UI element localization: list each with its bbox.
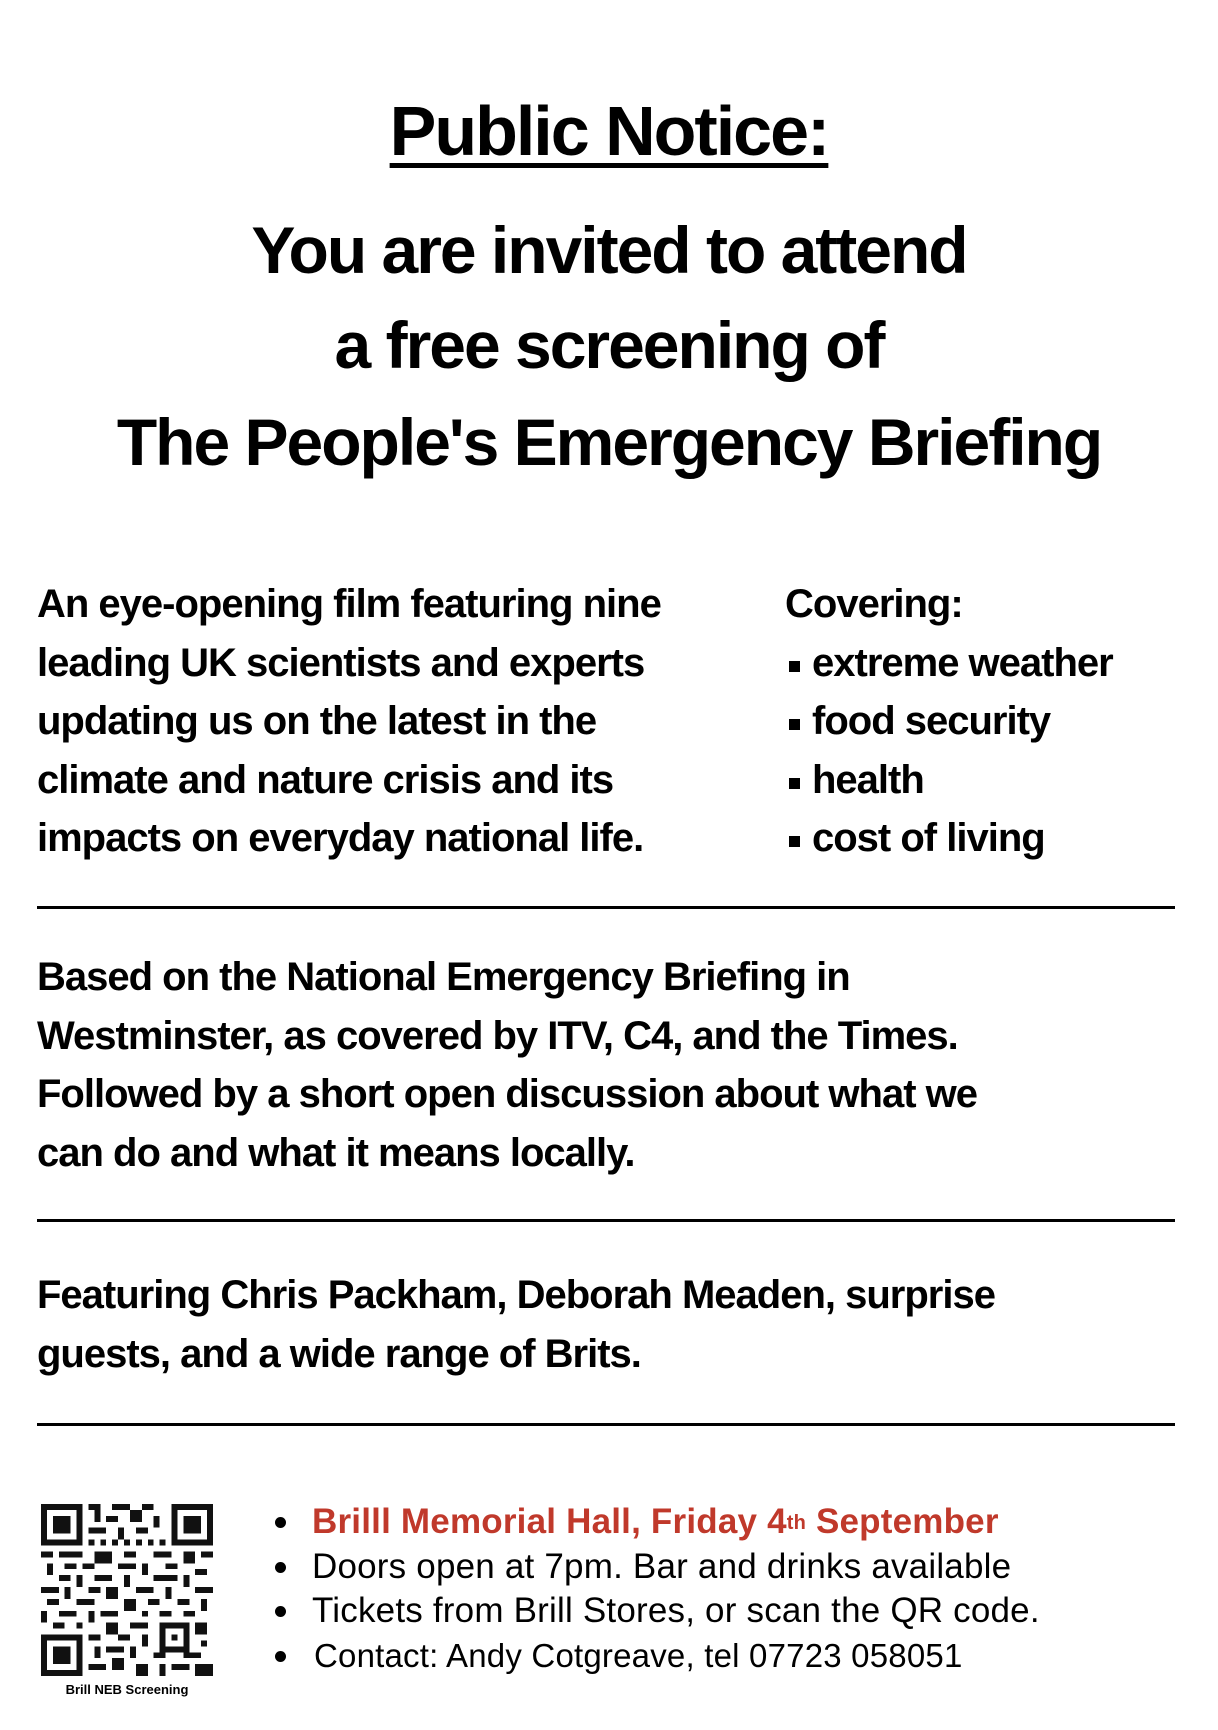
- invite-line-1: You are invited to attend: [251, 213, 967, 287]
- covering-item: cost of living: [785, 809, 1195, 868]
- covering-item: extreme weather: [785, 634, 1195, 693]
- background-paragraph: [37, 948, 1187, 1182]
- divider: [37, 1423, 1175, 1426]
- covering-label: Covering:: [785, 582, 963, 626]
- event-details-list: [270, 1500, 1190, 1678]
- invite-line-2: a free screening of: [334, 308, 884, 382]
- description-line: climate and nature crisis and its: [37, 757, 614, 802]
- tickets-item: Tickets from Brill Stores, or scan the QR code.: [270, 1589, 1190, 1634]
- description-line: An eye-opening film featuring nine: [37, 582, 661, 626]
- featuring-paragraph: [37, 1266, 1187, 1383]
- covering-item: food security: [785, 692, 1195, 751]
- paragraph-line: Based on the National Emergency Briefing in: [37, 955, 850, 999]
- film-description: [37, 575, 777, 868]
- divider: [37, 1219, 1175, 1222]
- description-line: leading UK scientists and experts: [37, 640, 645, 685]
- description-line: impacts on everyday national life.: [37, 816, 644, 860]
- venue-date-item: [270, 1500, 1190, 1545]
- film-title: The People's Emergency Briefing: [116, 405, 1102, 479]
- covering-item: health: [785, 751, 1195, 810]
- date-suffix: th: [786, 1512, 807, 1534]
- qr-block: [37, 1504, 217, 1697]
- doors-item: Doors open at 7pm. Bar and drinks available: [270, 1545, 1190, 1590]
- qr-code-icon[interactable]: [41, 1504, 213, 1676]
- venue-text: Brilll Memorial Hall, Friday 4: [312, 1502, 787, 1541]
- paragraph-line: Featuring Chris Packham, Deborah Meaden, surprise: [37, 1273, 995, 1317]
- paragraph-line: Westminster, as covered by ITV, C4, and the Times.: [37, 1013, 958, 1058]
- qr-caption: Brill NEB Screening: [65, 1682, 189, 1697]
- paragraph-line: Followed by a short open discussion about what we: [37, 1072, 977, 1116]
- description-line: updating us on the latest in the: [37, 699, 597, 743]
- covering-panel: [785, 575, 1195, 868]
- contact-item: Contact: Andy Cotgreave, tel 07723 058051: [270, 1634, 1190, 1679]
- divider: [37, 906, 1175, 909]
- paragraph-line: guests, and a wide range of Brits.: [37, 1331, 641, 1376]
- month-text: September: [806, 1502, 999, 1541]
- covering-list: [785, 634, 1195, 868]
- paragraph-line: can do and what it means locally.: [37, 1130, 635, 1175]
- notice-title: Public Notice:: [389, 92, 829, 170]
